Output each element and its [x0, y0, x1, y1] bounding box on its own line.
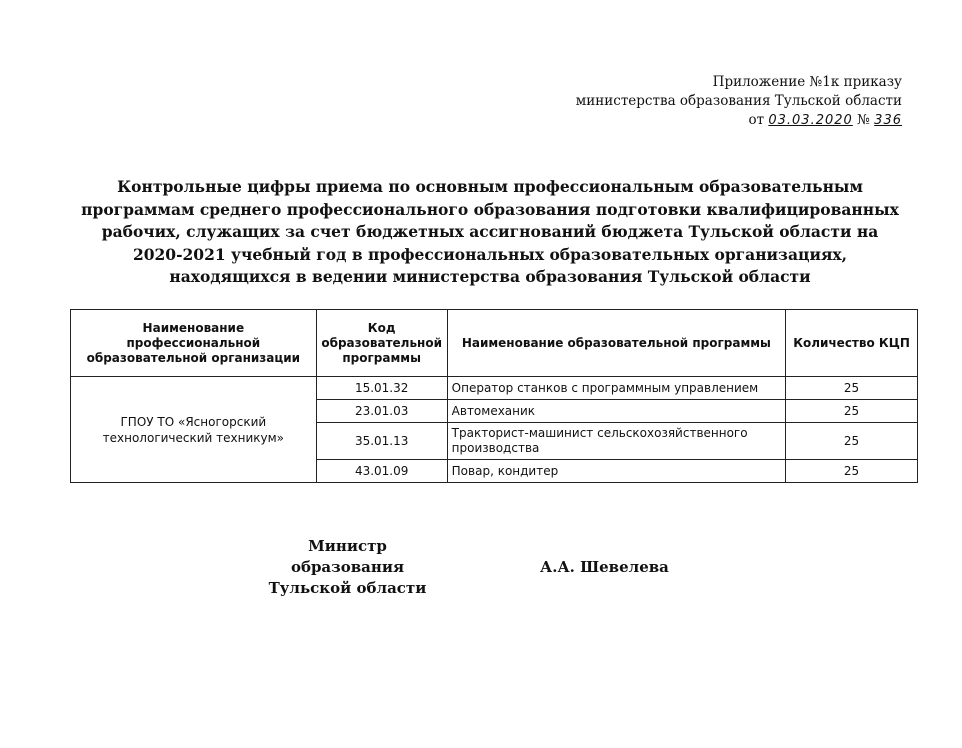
program-cell: Оператор станков с программным управлением [447, 377, 785, 400]
number-label: № [857, 112, 870, 128]
header-program: Наименование образовательной программы [447, 310, 785, 377]
signatory-position [250, 536, 445, 599]
count-cell: 25 [786, 423, 918, 460]
code-cell: 15.01.32 [316, 377, 447, 400]
code-cell: 23.01.03 [316, 400, 447, 423]
from-label: от [748, 112, 765, 128]
document-title: Контрольные цифры приема по основным профессиональным образовательным программам среднего профессионального образования подготовки квалифицированных рабочих, служащих за счет бюджетных ассигнований бюджета Тульской области на 2020-2021 учебный год в профессиональных образовательных организациях, находящихся в ведении министерства образования Тульской области [81, 177, 899, 286]
organization-cell: ГПОУ ТО «Ясногорский технологический техникум» [71, 377, 317, 483]
program-cell: Автомеханик [447, 400, 785, 423]
code-cell: 35.01.13 [316, 423, 447, 460]
header-organization: Наименование профессиональной образовательной организации [71, 310, 317, 377]
program-cell: Тракторист-машинист сельскохозяйственного производства [447, 423, 785, 460]
header-code: Код образовательной программы [316, 310, 447, 377]
appendix-block [576, 73, 902, 130]
appendix-line-1: Приложение №1к приказу [712, 74, 902, 90]
table-row [71, 377, 918, 400]
position-line-1: Министр образования [290, 537, 405, 576]
handwritten-date: 03.03.2020 [768, 113, 853, 128]
program-cell: Повар, кондитер [447, 460, 785, 483]
signatory-name: А.А. Шевелева [540, 558, 669, 576]
header-count: Количество КЦП [786, 310, 918, 377]
count-cell: 25 [786, 460, 918, 483]
appendix-line-2: министерства образования Тульской области [575, 93, 902, 109]
code-cell: 43.01.09 [316, 460, 447, 483]
handwritten-number: 336 [874, 113, 902, 128]
table-header-row [71, 310, 918, 377]
count-cell: 25 [786, 377, 918, 400]
appendix-date-line [576, 111, 902, 130]
position-line-2: Тульской области [268, 579, 427, 597]
count-cell: 25 [786, 400, 918, 423]
admission-table [70, 309, 918, 483]
